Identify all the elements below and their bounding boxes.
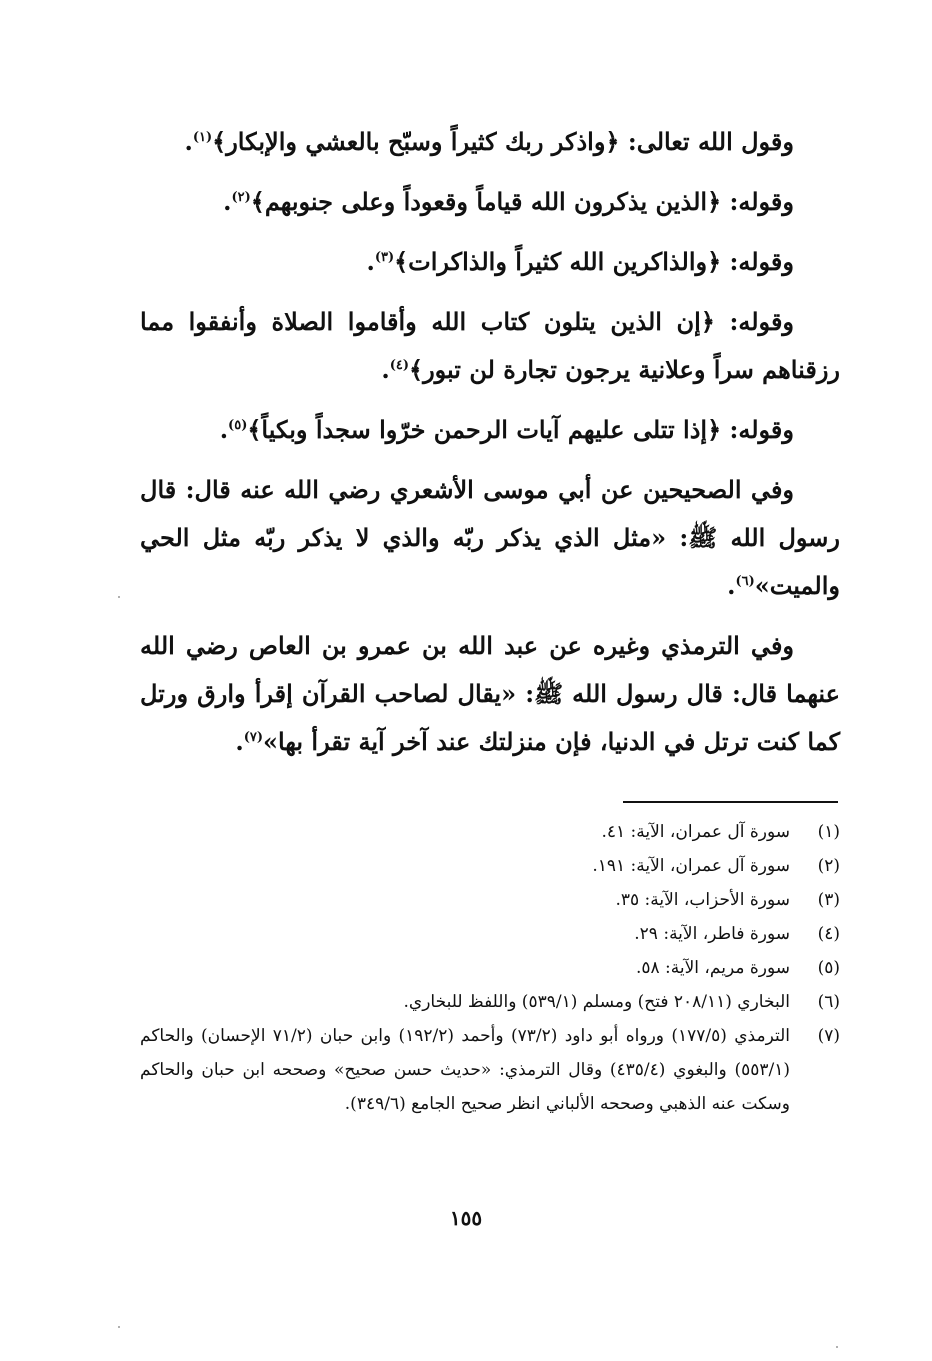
quran-quote: ﴿إن الذين يتلون كتاب الله وأقاموا الصلاة وأنفقوا مما رزقناهم سراً وعلانية يرجون تجارة لن تبور﴾ (140, 307, 840, 384)
paragraph-verse-2 (140, 178, 840, 226)
footnotes (140, 815, 840, 1121)
main-text (140, 118, 840, 778)
footnote-ref: (١) (192, 130, 213, 145)
footnote-item (140, 849, 840, 883)
footnote-item (140, 815, 840, 849)
footnote-number: (٥) (817, 958, 840, 978)
hadith-quote: «يقال لصاحب القرآن إقرأ وارق ورتل كما كنت ترتل في الدنيا، فإن منزلتك عند آخر آية تقرأ بها» (140, 679, 840, 756)
paragraph-lead: وقوله: (721, 415, 794, 444)
paragraph-lead: وقوله: (721, 187, 794, 216)
footnote-number: (٢) (817, 856, 840, 876)
footnote-text: سورة فاطر، الآية: ٢٩. (634, 924, 790, 944)
quran-quote: ﴿إذا تتلى عليهم آيات الرحمن خرّوا سجداً وبكياً﴾ (247, 415, 722, 444)
footnote-item (140, 985, 840, 1019)
quran-quote: ﴿واذكر ربك كثيراً وسبّح بالعشي والإبكار﴾ (212, 127, 620, 156)
paragraph-lead: وقول الله تعالى: (619, 127, 794, 156)
footnote-text: سورة مريم، الآية: ٥٨. (635, 958, 790, 978)
footnote-ref: (٢) (231, 190, 251, 205)
paragraph-lead: وقوله: (721, 247, 794, 276)
paragraph-tail: . (727, 571, 736, 600)
quran-quote: ﴿والذاكرين الله كثيراً والذاكرات﴾ (394, 247, 722, 276)
paragraph-tail: . (366, 247, 375, 276)
paragraph-verse-1 (140, 118, 840, 166)
paragraph-tail: . (235, 727, 244, 756)
footnote-separator (623, 801, 838, 803)
footnote-text: الترمذي (١٧٧/٥) ورواه أبو داود (٧٣/٢) وأحمد (١٩٢/٢) وابن حبان (٧١/٢ الإحسان) والحاكم (٥٥٣/١) والبغوي (٤٣٥/٤) وقال الترمذي: «حديث حسن صحيح» وصححه ابن حبان والحاكم وسكت عنه الذهبي وصححه الألباني انظر صحيح الجامع (٣٤٩/٦). (140, 1026, 790, 1114)
footnote-item (140, 1019, 840, 1121)
footnote-item (140, 951, 840, 985)
scan-speck (118, 1326, 120, 1328)
page-number: ١٥٥ (449, 1206, 483, 1230)
paragraph-tail: . (223, 187, 232, 216)
footnote-item (140, 917, 840, 951)
paragraph-lead: وقوله: (714, 307, 795, 336)
footnote-ref: (٤) (389, 358, 409, 373)
footnote-number: (٣) (817, 890, 840, 910)
paragraph-verse-4 (140, 298, 840, 394)
footnote-text: سورة آل عمران، الآية: ٤١. (601, 822, 790, 842)
footnote-text: سورة الأحزاب، الآية: ٣٥. (615, 890, 790, 910)
paragraph-tail: . (381, 355, 390, 384)
footnote-number: (١) (817, 822, 840, 842)
scan-speck (836, 1346, 838, 1348)
footnote-ref: (٥) (228, 418, 248, 433)
paragraph-lead: وفي الترمذي وغيره عن عبد الله بن عمرو بن العاص رضي الله عنهما قال: قال رسول الله ﷺ: (140, 631, 840, 708)
footnote-ref: (٣) (374, 250, 395, 265)
footnote-ref: (٧) (243, 730, 263, 745)
footnote-number: (٤) (817, 924, 840, 944)
footnote-item (140, 883, 840, 917)
paragraph-hadith-1 (140, 466, 840, 610)
footnote-text: البخاري (٢٠٨/١١ فتح) ومسلم (٥٣٩/١) واللفظ للبخاري. (403, 992, 790, 1012)
footnote-text: سورة آل عمران، الآية: ١٩١. (592, 856, 790, 876)
footnote-number: (٦) (817, 992, 840, 1012)
paragraph-lead: وفي الصحيحين عن أبي موسى الأشعري رضي الله عنه قال: قال رسول الله ﷺ: (140, 475, 841, 552)
paragraph-verse-3 (140, 238, 840, 286)
footnote-ref: (٦) (735, 574, 755, 589)
footnote-number: (٧) (817, 1026, 840, 1046)
paragraph-verse-5 (140, 406, 840, 454)
paragraph-hadith-2 (140, 622, 840, 766)
hadith-quote: «مثل الذي يذكر ربّه والذي لا يذكر ربّه مثل الحي والميت» (140, 523, 840, 600)
quran-quote: ﴿الذين يذكرون الله قياماً وقعوداً وعلى جنوبهم﴾ (250, 187, 722, 216)
paragraph-tail: . (184, 127, 193, 156)
scan-speck (118, 596, 120, 598)
paragraph-tail: . (219, 415, 229, 444)
